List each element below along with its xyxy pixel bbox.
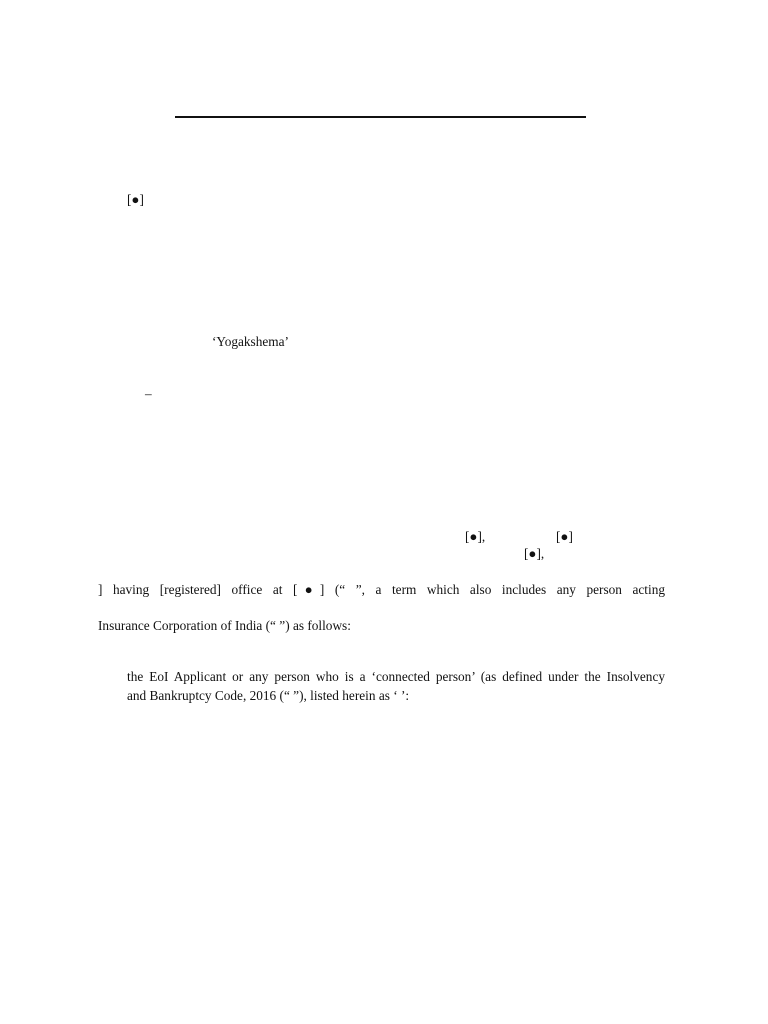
clause-line-2: and Bankruptcy Code, 2016 (“ ”), listed herein as ‘ ’: [127, 688, 410, 703]
title-underline [175, 116, 586, 118]
placeholder-top: [●] [127, 192, 144, 207]
placeholder-c: [●], [524, 546, 545, 561]
placeholder-a: [●], [465, 529, 486, 544]
dash-mark: – [145, 386, 152, 401]
placeholder-b: [●] [556, 529, 573, 544]
paragraph-office-line: ] having [registered] office at [●] (“ ”, a term which also includes any person acting [98, 582, 665, 597]
yogakshema-text: ‘Yogakshema’ [212, 334, 289, 349]
paragraph-lic-line: Insurance Corporation of India (“ ”) as follows: [98, 618, 351, 633]
clause-line-1: the EoI Applicant or any person who is a ‘connected person’ (as defined under the Insolvency [127, 669, 665, 684]
